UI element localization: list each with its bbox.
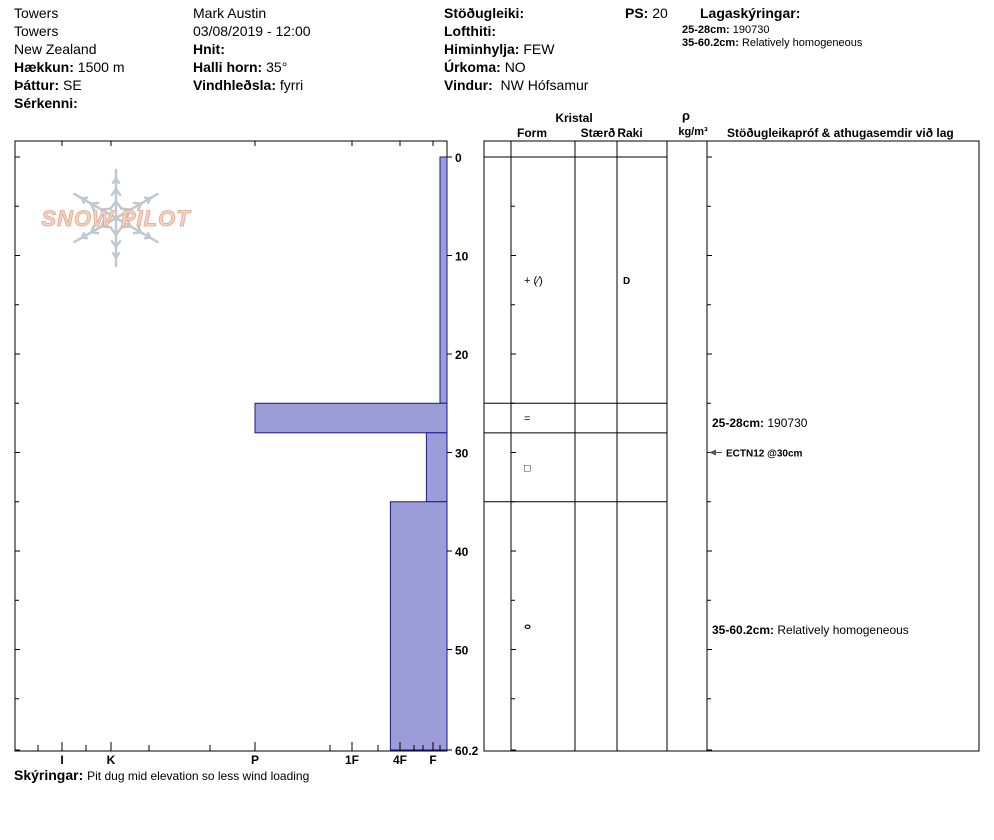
- layer-note-2-range: 35-60.2cm:: [682, 37, 739, 49]
- location: Towers: [14, 5, 59, 21]
- hardness-tick-label-3: 1F: [344, 753, 360, 767]
- hardness-bars: [255, 157, 447, 750]
- stability-tests: [709, 449, 803, 460]
- air-temp-label: Lofthiti:: [444, 23, 497, 39]
- grain-table-frame: [484, 141, 979, 751]
- rho-header: ρ: [681, 108, 691, 123]
- stability-label: Stöðugleiki:: [444, 5, 525, 21]
- layer-note-1-range: 25-28cm:: [682, 24, 730, 36]
- hardness-tick-label-0: I: [60, 753, 64, 767]
- crystal-header: Kristal: [555, 111, 593, 125]
- depth-tick-label-6: 60.2: [455, 744, 479, 758]
- slope-label: Halli horn:: [193, 59, 263, 75]
- grain-form-1: =: [524, 413, 531, 426]
- elevation-label: Hækkun:: [14, 59, 74, 75]
- comments: [14, 767, 309, 783]
- layer-note-1-text: 190730: [732, 24, 770, 36]
- wind-loading-label: Vindhleðsla:: [193, 77, 276, 93]
- grain-rows: [524, 275, 630, 632]
- hardness-tick-label-5: F: [429, 753, 437, 767]
- aspect-label: Þáttur:: [14, 77, 60, 93]
- datetime: 03/08/2019 - 12:00: [193, 23, 311, 39]
- hardness-plot-frame: [15, 141, 447, 751]
- density-header: kg/m³: [678, 126, 708, 138]
- ps-value: 20: [652, 5, 668, 21]
- logo-text: SNOW PILOT: [41, 206, 191, 231]
- ps-label: PS:: [625, 5, 649, 21]
- features-label: Sérkenni:: [14, 95, 78, 111]
- grain-form-3: ⴰ: [524, 619, 532, 632]
- layer-annotation-0: [712, 416, 808, 430]
- depth-axis: [15, 141, 712, 758]
- test-arrow-head-0: [709, 450, 716, 456]
- grain-table: [484, 141, 979, 751]
- flake-branch-5-1-1: [91, 203, 98, 204]
- wind-loading-value: fyrri: [279, 77, 304, 93]
- precip-label: Úrkoma:: [444, 59, 501, 75]
- comments-label: Skýringar:: [14, 767, 84, 783]
- snowpilot-logo: [41, 170, 191, 266]
- country: New Zealand: [14, 41, 97, 57]
- depth-tick-label-5: 50: [455, 643, 469, 658]
- depth-tick-label-4: 40: [455, 545, 469, 560]
- layer-annotation-text-0: 190730: [767, 415, 808, 430]
- depth-tick-label-1: 10: [455, 249, 469, 264]
- grain-moisture-0: D: [623, 276, 631, 288]
- range: Towers: [14, 23, 59, 39]
- flake-branch-5-2-1: [82, 198, 87, 199]
- hardness-bar-2: [426, 433, 447, 502]
- depth-tick-label-2: 20: [455, 348, 469, 363]
- flake-branch-2-2-1: [145, 238, 150, 239]
- wind-value: NW Hófsamur: [500, 77, 589, 93]
- hardness-axis: [15, 141, 440, 767]
- wind-label: Vindur:: [444, 77, 493, 93]
- hardness-tick-label-1: K: [106, 753, 116, 767]
- hardness-bar-3: [390, 502, 447, 750]
- hardness-bar-1: [255, 403, 447, 433]
- tests-header: Stöðugleikapróf & athugasemdir við lag: [727, 126, 954, 140]
- moisture-header: Raki: [617, 126, 643, 140]
- size-header: Stærð: [580, 126, 616, 140]
- coords-label: Hnit:: [193, 41, 225, 57]
- hardness-tick-label-2: P: [250, 753, 260, 767]
- precip-value: NO: [504, 59, 526, 75]
- observer: Mark Austin: [193, 5, 267, 21]
- layer-annotation-range-0: 25-28cm:: [712, 415, 768, 430]
- layer-annotation-range-1: 35-60.2cm:: [712, 622, 778, 637]
- layer-annotation-text-1: Relatively homogeneous: [777, 622, 909, 637]
- slope-value: 35°: [266, 59, 288, 75]
- sky-value: FEW: [523, 41, 555, 57]
- comments-text: Pit dug mid elevation so less wind loading: [87, 769, 310, 783]
- grain-form-0: + (⁄): [524, 275, 543, 288]
- test-label-0: ECTN12 @30cm: [726, 448, 803, 460]
- hardness-bar-0: [440, 157, 447, 403]
- elevation-value: 1500 m: [77, 59, 125, 75]
- layer-note-2-text: Relatively homogeneous: [741, 37, 863, 49]
- form-header: Form: [517, 126, 547, 140]
- depth-tick-label-3: 30: [455, 446, 469, 461]
- sky-label: Himinhylja:: [444, 41, 520, 57]
- layer-notes-title-text: Lagaskýringar:: [700, 5, 801, 21]
- grain-form-2: □: [524, 462, 531, 475]
- layer-annotation-1: [712, 623, 909, 637]
- depth-tick-label-0: 0: [455, 151, 462, 165]
- aspect-value: SE: [63, 77, 82, 93]
- hardness-tick-label-4: 4F: [392, 753, 408, 767]
- flake-branch-2-1-1: [134, 232, 141, 233]
